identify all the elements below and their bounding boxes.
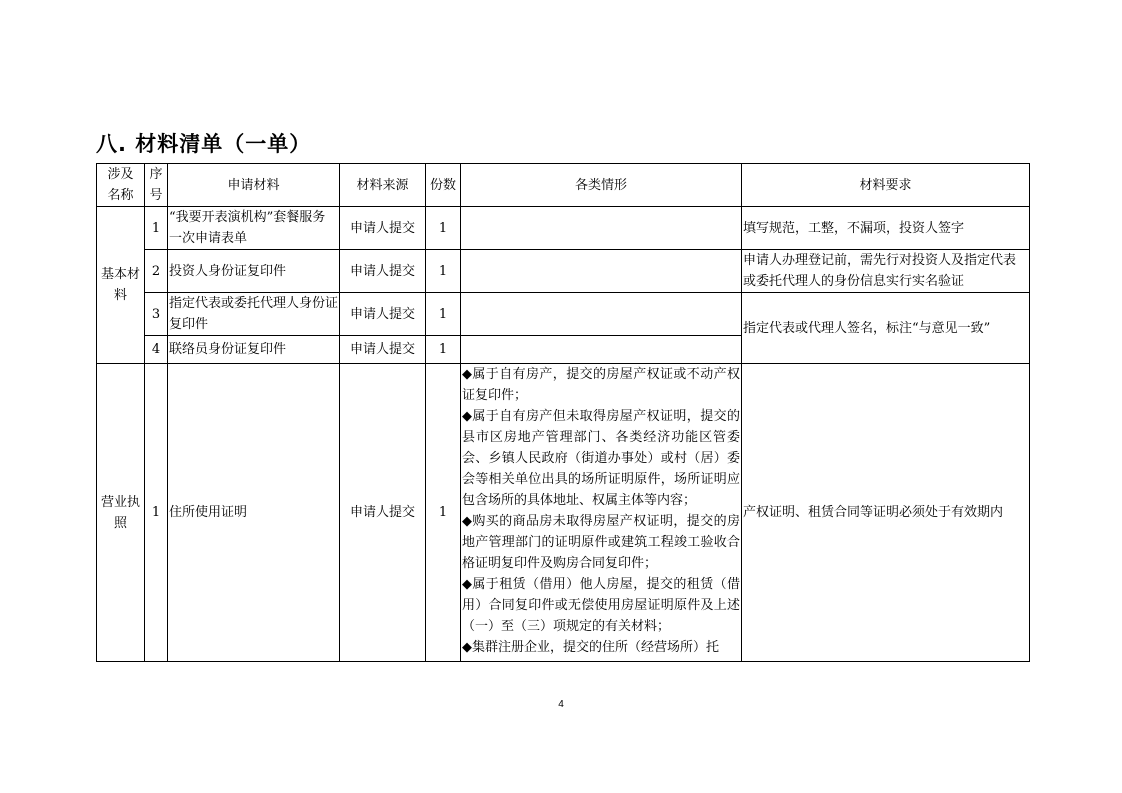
header-seq: 序 号: [145, 164, 168, 207]
row-seq: 4: [145, 336, 168, 364]
row-copies: 1: [426, 293, 461, 336]
row-seq: 1: [145, 364, 168, 662]
row-source: 申请人提交: [340, 336, 426, 364]
row-material: 住所使用证明: [168, 364, 340, 662]
row-cases: [461, 207, 742, 250]
row-copies: 1: [426, 364, 461, 662]
case-item: ◆属于租赁（借用）他人房屋，提交的租赁（借用）合同复印件或无偿使用房屋证明原件及上述（一）至（三）项规定的有关材料；: [462, 577, 740, 634]
case-item: ◆购买的商品房未取得房屋产权证明，提交的房地产管理部门的证明原件或建筑工程竣工验收合格证明复印件及购房合同复印件；: [462, 514, 740, 571]
row-copies: 1: [426, 207, 461, 250]
header-category: 涉及 名称: [97, 164, 145, 207]
section-heading: 八. 材料清单（一单）: [96, 132, 312, 156]
row-cases-list: [461, 364, 742, 662]
row-copies: 1: [426, 250, 461, 293]
case-item: ◆属于自有房产但未取得房屋产权证明，提交的县市区房地产管理部门、各类经济功能区管委会、乡镇人民政府（街道办事处）或村（居）委会等相关单位出具的场所证明原件，场所证明应包含场所的具体地址、权属主体等内容；: [462, 409, 740, 508]
row-source: 申请人提交: [340, 364, 426, 662]
category-business: 营业执 照: [97, 364, 145, 662]
row-material: “我要开表演机构”套餐服务一次申请表单: [168, 207, 340, 250]
header-copies: 份数: [426, 164, 461, 207]
row-requirement: 申请人办理登记前，需先行对投资人及指定代表或委托代理人的身份信息实行实名验证: [742, 250, 1030, 293]
row-seq: 2: [145, 250, 168, 293]
row-seq: 3: [145, 293, 168, 336]
table-row: [97, 250, 1030, 293]
table-row: [97, 293, 1030, 336]
page-number: 4: [558, 699, 564, 710]
row-copies: 1: [426, 336, 461, 364]
row-cases: [461, 250, 742, 293]
row-requirement: 产权证明、租赁合同等证明必须处于有效期内: [742, 364, 1030, 662]
row-source: 申请人提交: [340, 250, 426, 293]
header-requirement: 材料要求: [742, 164, 1030, 207]
row-source: 申请人提交: [340, 293, 426, 336]
header-material: 申请材料: [168, 164, 340, 207]
row-material: 联络员身份证复印件: [168, 336, 340, 364]
table-row: [97, 364, 1030, 662]
row-material: 指定代表或委托代理人身份证复印件: [168, 293, 340, 336]
category-basic: 基本材 料: [97, 207, 145, 364]
row-requirement: 填写规范，工整，不漏项，投资人签字: [742, 207, 1030, 250]
row-cases: [461, 336, 742, 364]
header-source: 材料来源: [340, 164, 426, 207]
row-cases: [461, 293, 742, 336]
case-item: ◆集群注册企业，提交的住所（经营场所）托: [462, 640, 719, 655]
table-row: [97, 207, 1030, 250]
header-cases: 各类情形: [461, 164, 742, 207]
header-row: [97, 164, 1030, 207]
materials-table: [96, 163, 1030, 662]
row-seq: 1: [145, 207, 168, 250]
merged-requirement: 指定代表或代理人签名，标注“与意见一致”: [742, 293, 1030, 364]
case-item: ◆属于自有房产，提交的房屋产权证或不动产权证复印件；: [462, 367, 740, 403]
row-material: 投资人身份证复印件: [168, 250, 340, 293]
row-source: 申请人提交: [340, 207, 426, 250]
